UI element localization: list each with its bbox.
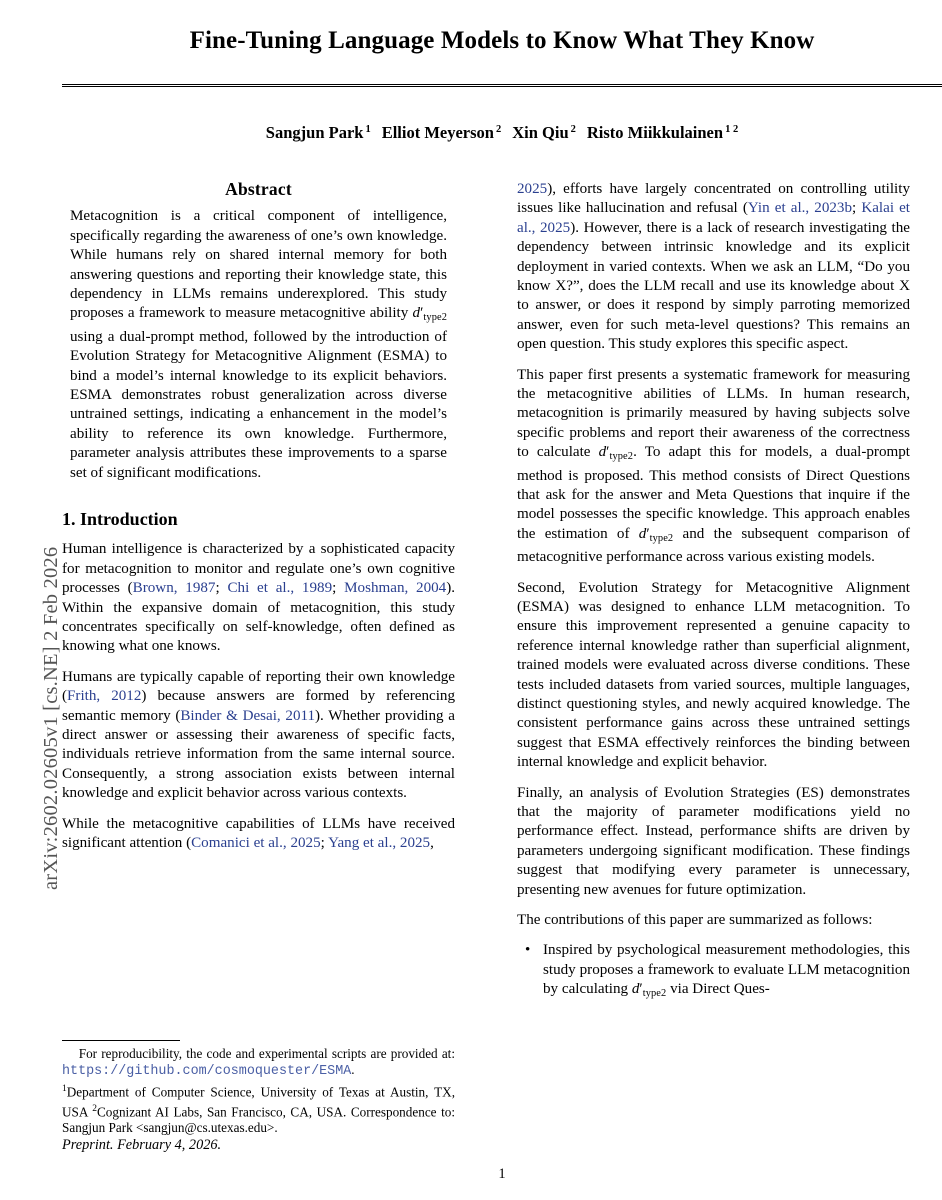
citation-binder-desai-2011[interactable]: Binder & Desai, 2011 (180, 707, 316, 724)
intro-paragraph-3-continued (517, 180, 910, 355)
page-title: Fine-Tuning Language Models to Know What They Know (189, 27, 815, 54)
intro-paragraph-3-start: While the metacognitive capabilities of LLMs have received significant attention (Comanici et al., 2025; Yang et al., 2025, (62, 815, 455, 852)
citation-yang-2025[interactable]: Yang et al., 2025 (328, 835, 431, 852)
author-affiliation-marker: 2 (570, 123, 576, 135)
abstract-body (62, 207, 455, 483)
list-item (517, 941, 910, 1003)
intro-paragraph-6: Finally, an analysis of Evolution Strategies (ES) demonstrates that the majority of parameter modifications yield no performance effect. Instead, performance shifts are driven by parameters undergoing significant modification. These findings suggest that modifying every parameter is unnecessary, presenting new avenues for future optimization. (517, 784, 910, 898)
abstract-text-part1: Metacognition is a critical component of intelligence, specifically regarding the awareness of one’s own knowledge. While humans rely on shared internal memory for both answering questions and reporting their knowledge state, this dependency in LLMs remains underexplored. This study proposes a framework to measure metacognitive ability (70, 208, 447, 322)
contributions-list (517, 941, 910, 1003)
text-run: and the subsequent comparison of metacognitive performance across various existing models. (517, 525, 910, 566)
math-dprime-type2: $d'_{type2}$ (412, 305, 447, 324)
text-run: via Direct Ques- (666, 981, 770, 998)
arxiv-stamp (0, 0, 62, 1200)
section-heading-introduction: 1. Introduction (62, 509, 178, 529)
text-run: ; (320, 835, 329, 852)
paper-page (62, 0, 942, 1200)
abstract-heading: Abstract (225, 179, 292, 199)
author-name: Xin Qiu (512, 123, 569, 142)
citation-yin-2023b[interactable]: Yin et al., 2023b (747, 200, 853, 217)
text-run: ; (332, 580, 345, 597)
preprint-notice: Preprint. February 4, 2026. (62, 1136, 222, 1153)
author-name: Risto Miikkulainen (586, 123, 724, 142)
author-list (62, 123, 942, 143)
math-dprime-type2: $d'_{type2}$ (638, 525, 674, 544)
math-dprime-type2: $d'_{type2}$ (598, 444, 634, 463)
text-run: ). Whether providing a direct answer or assessing their awareness of specific facts, individuals retrieve information from the same internal source. Consequently, a strong association exists between internal knowledge and explicit behavior across various contexts. (62, 707, 455, 802)
author-name: Elliot Meyerson (381, 123, 494, 142)
intro-paragraph-5: Second, Evolution Strategy for Metacognitive Alignment (ESMA) was designed to enhance LLM metacognition. To ensure this improvement represented a genuine capacity to reference internal knowledge rather than superficial alignment, trained models were evaluated across diverse conditions. These tests included datasets from varied sources, multiple languages, distinct questioning styles, and newly acquired knowledge. The consistent performance gains across these untrained settings suggest that ESMA effectively reinforces the binding between internal knowledge and explicit behavior. (517, 579, 910, 771)
text-run: ; (215, 580, 228, 597)
citation-frith-2012[interactable]: Frith, 2012 (67, 688, 142, 705)
author-affiliation-marker: 1 2 (725, 123, 739, 135)
text-run: ) because answers are formed by referencing semantic memory ( (62, 688, 455, 724)
footnote-block (62, 1040, 455, 1153)
arxiv-stamp-text: arXiv:2602.02605v1 [cs.NE] 2 Feb 2026 (40, 546, 62, 890)
bullet-icon: • (525, 942, 531, 959)
text-run: While the metacognitive capabilities of LLMs have received significant attention ( (62, 815, 455, 852)
intro-paragraph-1 (62, 540, 455, 656)
footnote-reproducibility (62, 1046, 455, 1081)
page-number: 1 (498, 1166, 506, 1182)
text-run: Human intelligence is characterized by a sophisticated capacity for metacognition to monitor and regulate one’s own cognitive processes ( (62, 541, 455, 597)
title-divider (62, 84, 942, 87)
abstract-text-part2: using a dual-prompt method, followed by the introduction of Evolution Strategy for Metacognitive Alignment (ESMA) to bind a model’s internal knowledge to its explicit behaviors. ESMA demonstrates robust generalization across diverse untrained settings, indicating a enhancement in the model’s ability to reference its own knowledge. Furthermore, parameter analysis attributes these improvements to a sparse set of significant modifications. (70, 328, 447, 481)
text-run: ). Within the expansive domain of metacognition, this study concentrates specifically on self-knowledge, often defined as knowing what one knows. (62, 580, 456, 655)
author-affiliation-marker: 1 (365, 123, 371, 135)
text-run: For reproducibility, the code and experimental scripts are provided at: (78, 1046, 456, 1061)
intro-paragraph-2 (62, 668, 455, 804)
text-run: Inspired by psychological measurement methodologies, this study proposes a framework to evaluate LLM metacognition by calculating (543, 942, 910, 998)
citation-kalai-2025[interactable]: Kalai et al., 2025 (517, 200, 911, 236)
math-dprime-type2: $d'_{type2}$ (631, 981, 667, 1000)
github-repo-link[interactable]: https://github.com/cosmoquester/ESMA (62, 1064, 352, 1080)
footnote-affiliations (62, 1081, 455, 1137)
intro-paragraph-7: The contributions of this paper are summarized as follows: (517, 912, 873, 929)
citation-comanici-2025[interactable]: Comanici et al., 2025 (191, 835, 321, 852)
right-column (517, 180, 910, 1010)
affiliation-marker-1: 1 (62, 1083, 67, 1094)
footnote-divider (62, 1040, 180, 1041)
author-affiliation-marker: 2 (495, 123, 502, 135)
affiliation-1-text: Department of Computer Science, University of Texas at Austin, TX, USA (62, 1084, 455, 1119)
text-run: . To adapt this for models, a dual-prompt method is proposed. This method consists of Direct Questions that ask for the answer and Meta Questions that inquire if the model possesses the specific knowledge. This approach enables the estimation of (517, 444, 910, 542)
citation-yang-2025-year[interactable]: 2025 (517, 181, 548, 197)
author-name: Sangjun Park (265, 123, 364, 142)
citation-brown-1987[interactable]: Brown, 1987 (132, 580, 216, 597)
text-run: ; (852, 200, 862, 217)
left-column (62, 180, 455, 854)
affiliation-marker-2: 2 (92, 1103, 97, 1114)
text-run: ). However, there is a lack of research investigating the dependency between intrinsic knowledge and its explicit deployment in varied contexts. When we ask an LLM, “Do you know X?”, does the LLM recall and use its knowledge about X to answer, or does it respond by simply parroting memorized answer, even for such meta-level questions? This remains an open question. This study explores this specific aspect. (517, 219, 910, 353)
citation-moshman-2004[interactable]: Moshman, 2004 (344, 580, 447, 597)
affiliation-2-text: Cognizant AI Labs, San Francisco, CA, USA. Correspondence to: Sangjun Park <sangjun@cs.utexas.edu>. (62, 1104, 456, 1136)
text-run: ), efforts have largely concentrated on controlling utility issues like hallucination and refusal ( (517, 181, 910, 217)
text-run: Humans are typically capable of reporting their own knowledge ( (62, 668, 455, 705)
text-run: This paper first presents a systematic framework for measuring the metacognitive abilities of LLMs. In human research, metacognition is primarily measured by having subjects solve specific problems and report their awareness of the correctness to calculate (517, 366, 910, 461)
intro-paragraph-4 (517, 366, 910, 568)
text-run: . (351, 1062, 355, 1078)
citation-chi-1989[interactable]: Chi et al., 1989 (227, 580, 333, 597)
